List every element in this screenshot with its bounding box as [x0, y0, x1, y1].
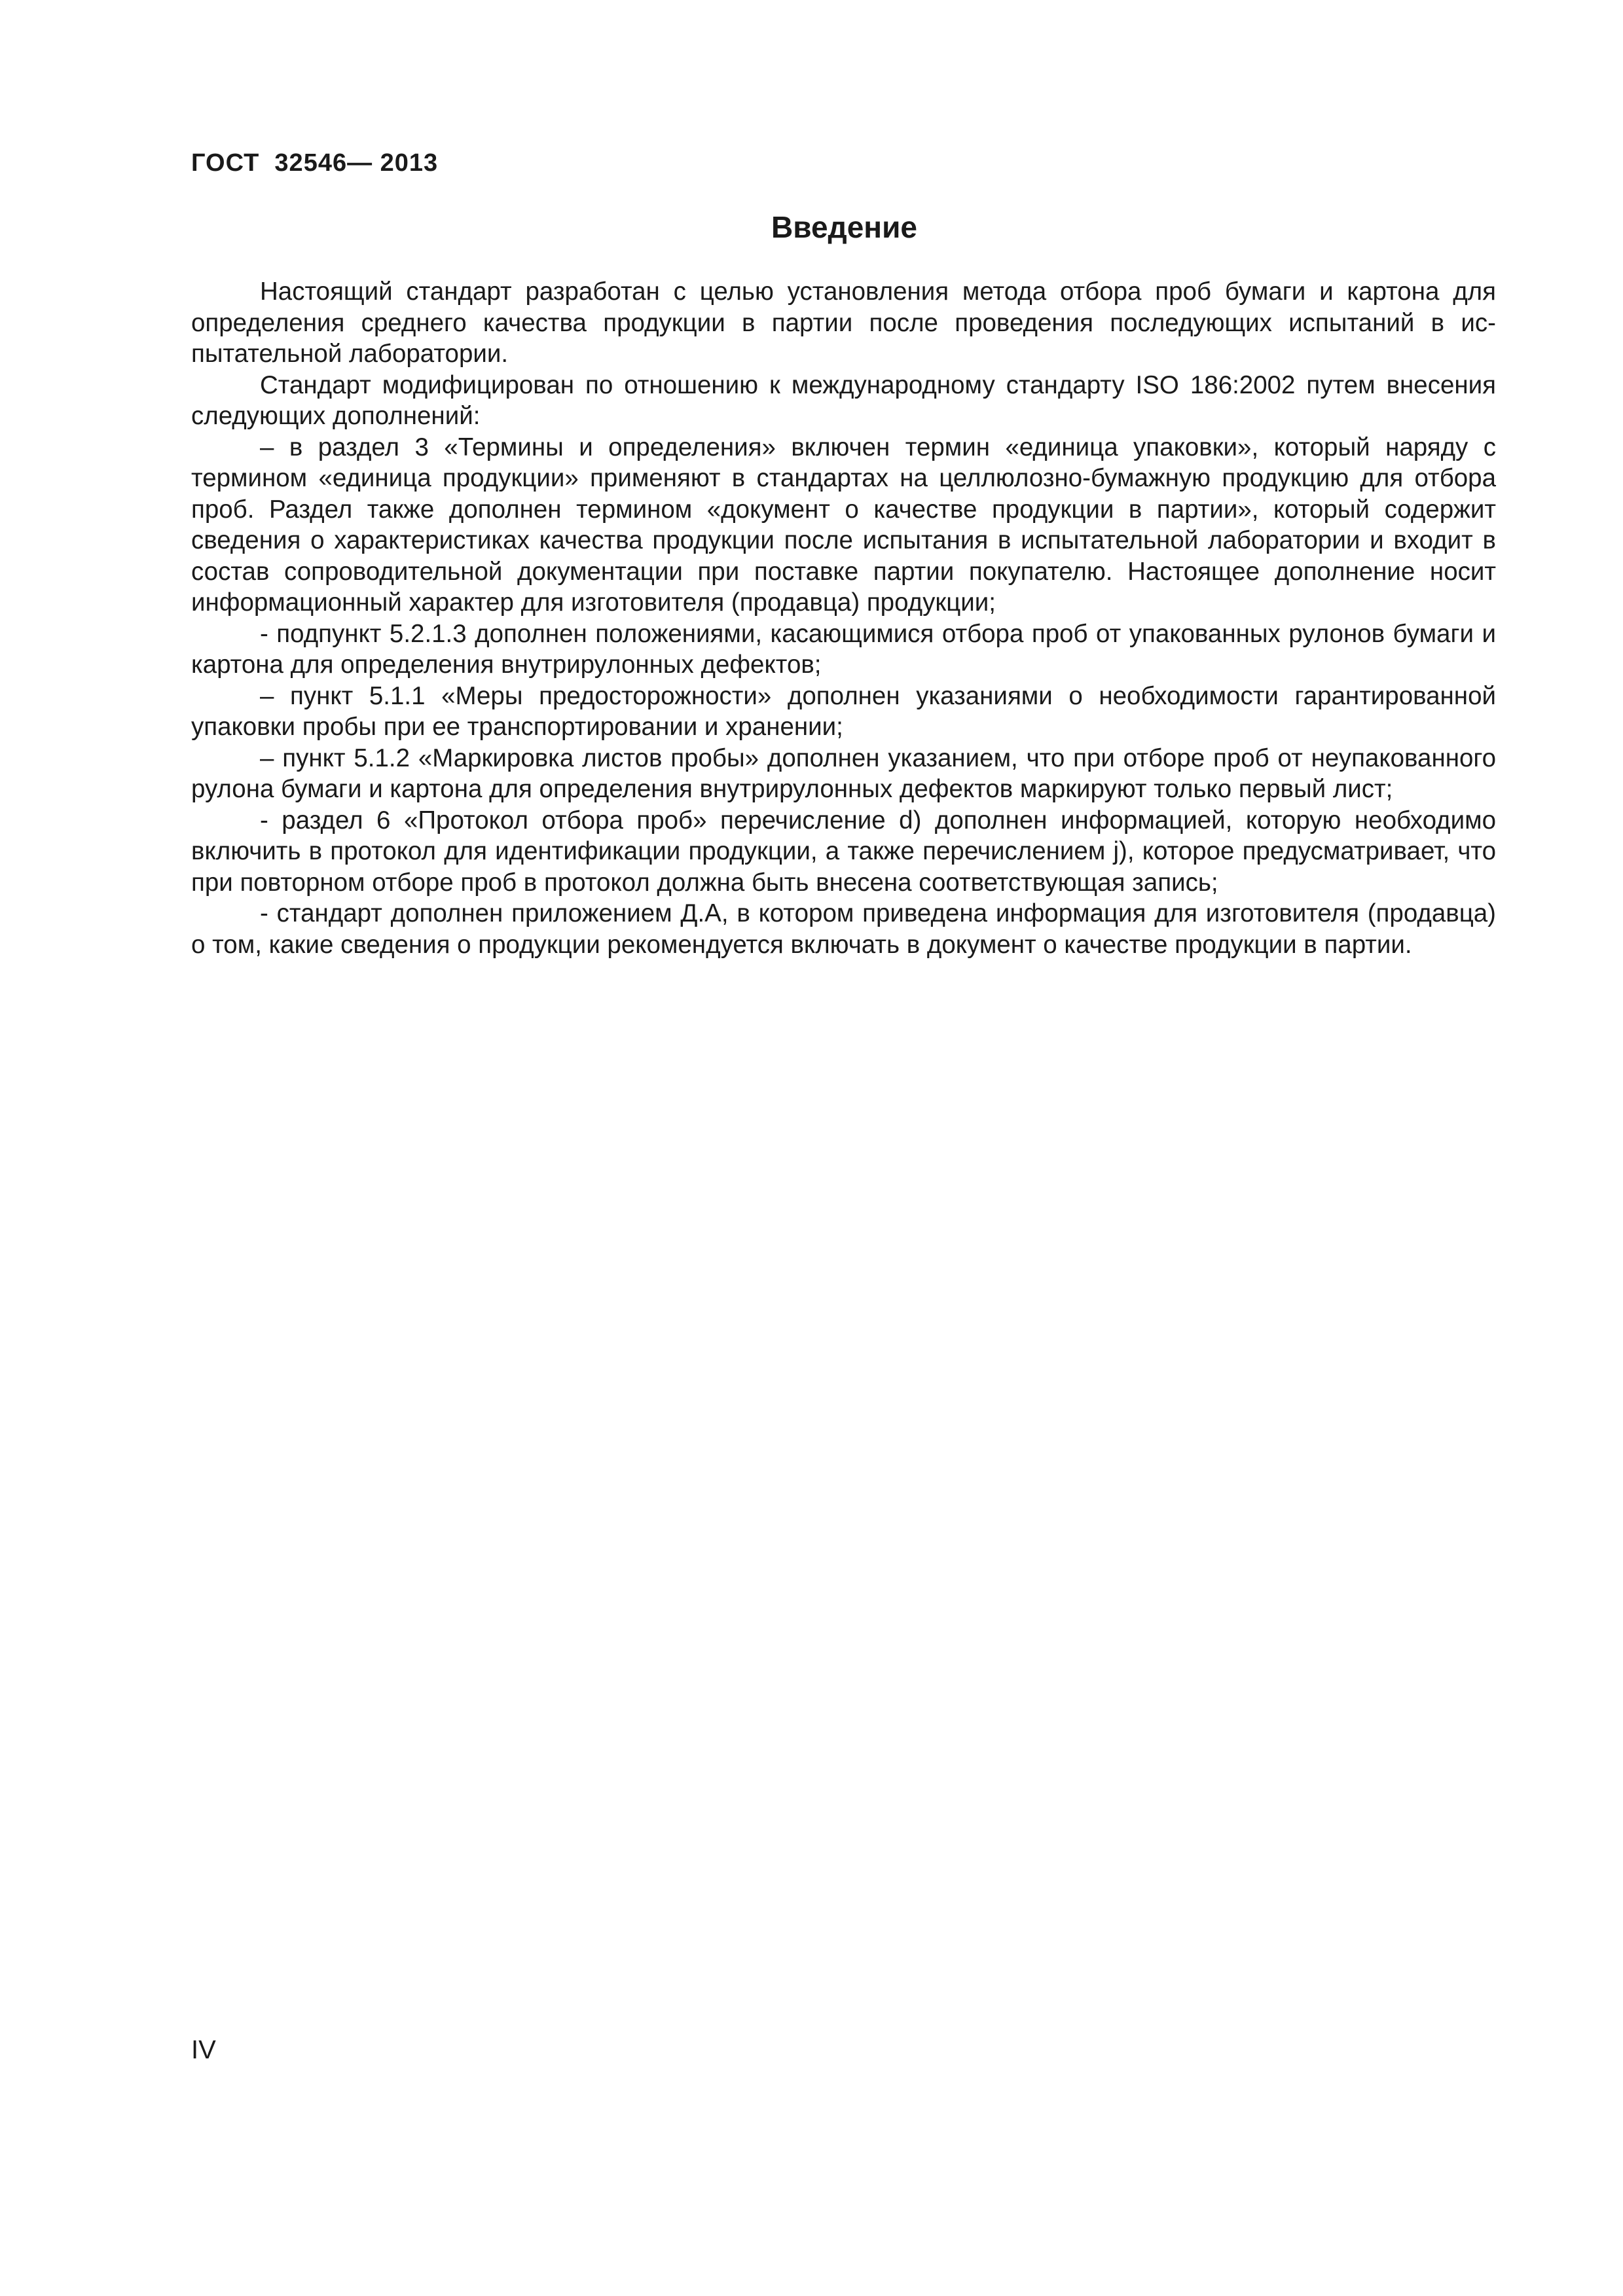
paragraph-modification: Стандарт модифицирован по отношению к международному стандарту ISO 186:2002 путем внесения следующих дополнений: [191, 370, 1496, 430]
paragraph-subclause-5-2-1-3: - подпункт 5.2.1.3 дополнен положениями, касающимися отбора проб от упакованных рулонов бумаги и картона для определения внутрирулонных дефектов; [191, 619, 1496, 679]
paragraph-annex-da: - стандарт дополнен приложением Д.А, в котором приведена информация для изготовителя (продавца) о том, какие сведения о продукции рекомендуется включать в документ о качестве продукции в партии. [191, 899, 1496, 959]
paragraph-clause-5-1-1: – пункт 5.1.1 «Меры предосторожности» дополнен указаниями о необходимости гарантированной упаковки пробы при ее транспортировании и хранении; [191, 681, 1496, 741]
paragraph-section-6: - раздел 6 «Протокол отбора проб» перечисление d) дополнен информацией, которую необходимо включить в протокол для идентификации продукции, а также перечислением j), которое предусматривает, что при повторном отборе проб в протокол должна быть внесена соответствующая запись; [191, 806, 1496, 897]
paragraph-clause-5-1-2: – пункт 5.1.2 «Маркировка листов пробы» дополнен указанием, что при отборе проб от неупакованного рулона бумаги и картона для определения внутрирулонных дефектов маркируют только первый лист; [191, 744, 1496, 803]
standard-id-header: ГОСТ 32546— 2013 [191, 149, 439, 177]
page-number: IV [191, 2036, 216, 2064]
section-title: Введение [771, 210, 917, 244]
paragraph-purpose: Настоящий стандарт разработан с целью установления метода отбора проб бумаги и картона для определения среднего качества продукции в партии после проведения последующих испытаний в испытательной лаборатории. [191, 278, 1496, 368]
paragraph-section-3: – в раздел 3 «Термины и определения» включен термин «единица упаковки», который наряду с термином «единица продукции» применяют в стандартах на целлюлозно-бумажную продукцию для отбора проб. Раздел также дополнен термином «документ о качестве продукции в партии», который содержит сведения о характеристиках качества продукции после испытания в испытательной лаборатории и входит в состав сопроводительной документации при поставке партии покупателю. Настоящее дополнение носит информационный характер для изготовителя (продавца) продукции; [191, 433, 1496, 617]
body-text [191, 276, 1496, 960]
